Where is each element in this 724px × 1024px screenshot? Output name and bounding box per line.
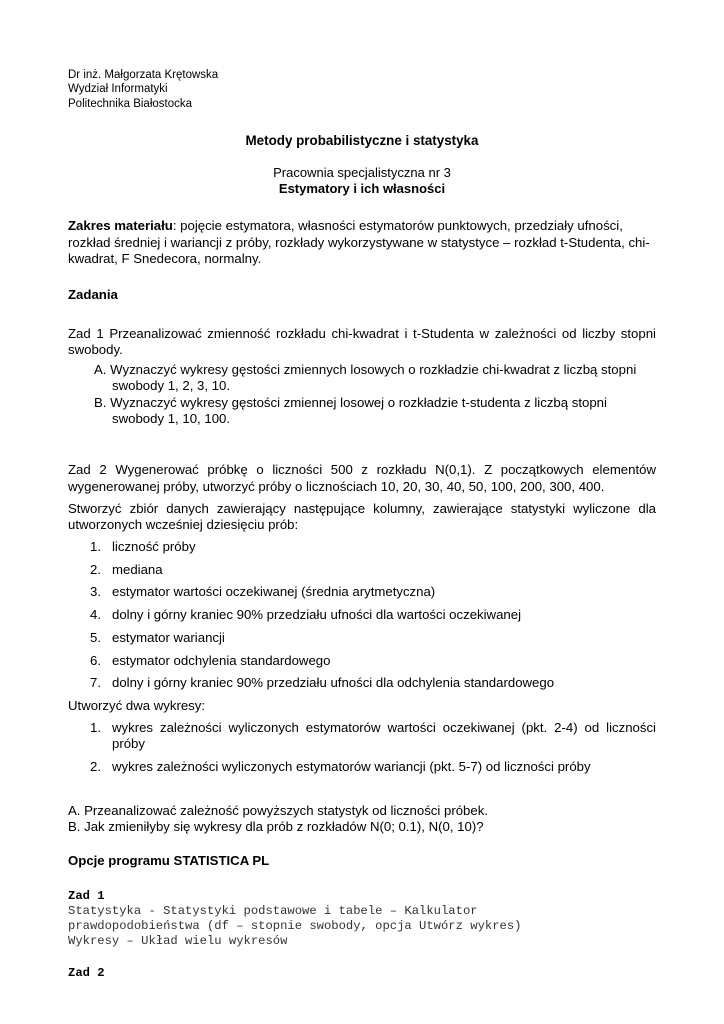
author-name: Dr inż. Małgorzata Krętowska	[68, 69, 219, 81]
list-item: 2. wykres zależności wyliczonych estymatorów wariancji (pkt. 5-7) od liczności próby	[90, 759, 591, 775]
question-b: B. Jak zmieniłyby się wykresy dla prób z rozkładów N(0; 0.1), N(0, 10)?	[68, 819, 484, 835]
scope-paragraph	[68, 218, 656, 268]
zad1-text: Zad 1 Przeanalizować zmienność rozkładu chi-kwadrat i t-Studenta w zależności od liczby stopni swobody.	[68, 325, 656, 358]
tasks-heading: Zadania	[68, 287, 118, 302]
zad2-dataset-intro: Stworzyć zbiór danych zawierający następujące kolumny, zawierające statystyki wyliczone dla utworzonych wcześniej dziesięciu prób:	[68, 500, 656, 533]
options-zad2-label: Zad 2	[68, 965, 105, 980]
author-faculty: Wydział Informatyki	[68, 83, 168, 96]
author-block	[68, 68, 656, 111]
options-zad1-label: Zad 1	[68, 888, 105, 903]
zad1-list	[68, 362, 656, 428]
list-item: 5. estymator wariancji	[90, 629, 225, 645]
list-item: B. Wyznaczyć wykresy gęstości zmiennej losowej o rozkładzie t-studenta z liczbą stopni swobody 1, 10, 100.	[94, 394, 607, 426]
list-item: A. Wyznaczyć wykresy gęstości zmiennych losowych o rozkładzie chi-kwadrat z liczbą stopni swobody 1, 2, 3, 10.	[94, 361, 637, 394]
author-university: Politechnika Białostocka	[68, 97, 193, 110]
document-page	[68, 68, 656, 981]
options-zad1-line: prawdopodobieństwa (df – stopnie swobody, opcja Utwórz wykres)	[68, 918, 522, 933]
list-item: 3. estymator wartości oczekiwanej (średnia arytmetyczna)	[90, 584, 436, 600]
options-zad1-line: Wykresy – Układ wielu wykresów	[68, 933, 288, 948]
document-topic: Estymatory i ich własności	[278, 181, 446, 197]
list-item: 1. liczność próby	[90, 538, 196, 554]
scope-label: Zakres materiału	[68, 218, 173, 234]
zad2-plots-list	[68, 720, 656, 776]
list-item: 1. wykres zależności wyliczonych estymatorów wartości oczekiwanej (pkt. 2-4) od liczności próby	[90, 719, 656, 752]
zad2-columns-list	[68, 539, 656, 692]
scope-text: : pojęcie estymatora, własności estymatorów punktowych, przedziały ufności, rozkład średniej i wariancji z próby, rozkłady wykorzystywane w statystyce – rozkład t-Studenta, chi-kwadrat, F Snedecora, normalny.	[68, 218, 650, 267]
list-item: 2. mediana	[90, 561, 163, 577]
options-zad1-line: Statystyka - Statystyki podstawowe i tabele – Kalkulator	[68, 903, 478, 918]
zad2-text: Zad 2 Wygenerować próbkę o liczności 500 z rozkładu N(0,1). Z początkowych elementów wygenerowanej próby, utworzyć próby o licznościach 10, 20, 30, 40, 50, 100, 200, 300, 400.	[68, 462, 656, 494]
list-item: 7. dolny i górny kraniec 90% przedziału ufności dla odchylenia standardowego	[90, 675, 555, 691]
zad2-plots-intro: Utworzyć dwa wykresy:	[68, 698, 206, 714]
document-subtitle: Pracownia specjalistyczna nr 3	[273, 165, 451, 181]
question-a: A. Przeanalizować zależność powyższych statystyk od liczności próbek.	[68, 802, 488, 818]
list-item: 4. dolny i górny kraniec 90% przedziału ufności dla wartości oczekiwanej	[90, 607, 522, 623]
options-heading: Opcje programu STATISTICA PL	[68, 853, 270, 868]
document-title: Metody probabilistyczne i statystyka	[245, 133, 479, 149]
list-item: 6. estymator odchylenia standardowego	[90, 652, 331, 668]
